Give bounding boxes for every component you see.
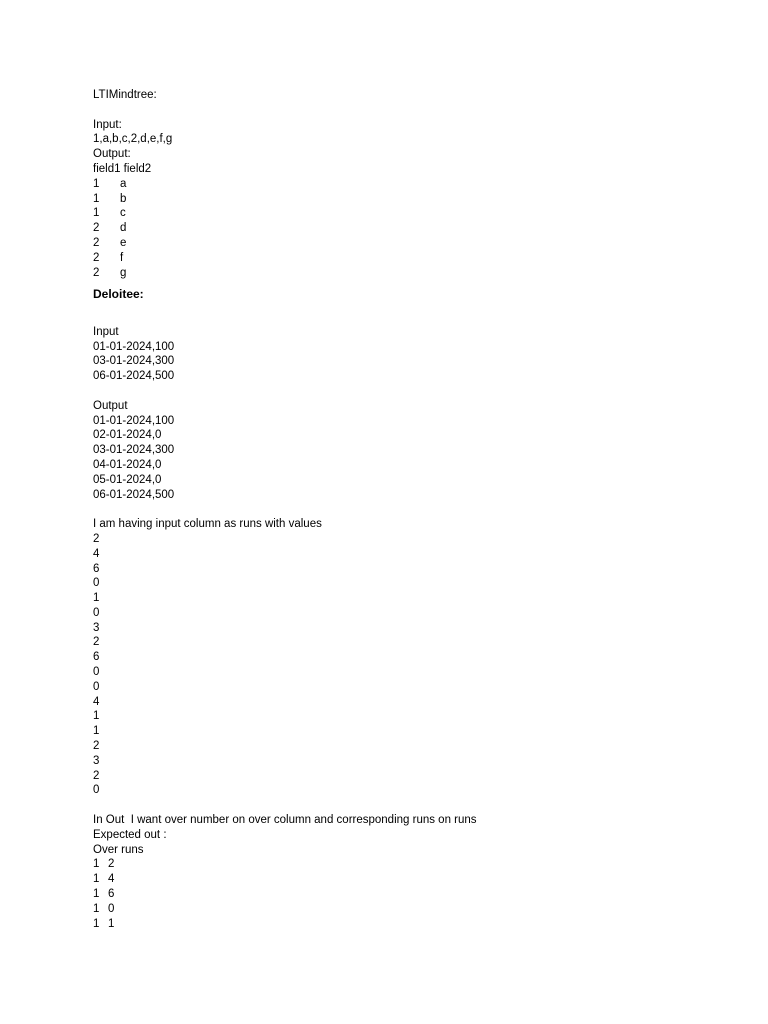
table-row: [93, 192, 713, 207]
field1-cell: 2: [93, 236, 100, 249]
over-cell: 1: [93, 902, 100, 915]
runs-cell: 4: [108, 873, 115, 886]
list-item: 0: [93, 606, 100, 619]
spacer: [93, 103, 713, 118]
runs-cell: 6: [108, 888, 115, 901]
document-content: [93, 88, 713, 931]
ltim-output-label: Output:: [93, 148, 131, 161]
deloitte-output-label: Output: [93, 399, 128, 412]
ltim-output-rows: [93, 177, 713, 281]
list-item: 3: [93, 754, 100, 767]
list-item: 06-01-2024,500: [93, 488, 175, 501]
list-item: 03-01-2024,300: [93, 444, 175, 457]
deloitte-output-lines: [93, 414, 713, 503]
runs-intro: I am having input column as runs with values: [93, 518, 322, 531]
list-item: 01-01-2024,100: [93, 340, 175, 353]
runs-output-header: Over runs: [93, 843, 144, 856]
field1-cell: 2: [93, 222, 100, 235]
field1-cell: 1: [93, 207, 100, 220]
table-row: [93, 221, 713, 236]
field2-cell: a: [120, 177, 127, 190]
field2-cell: d: [120, 222, 127, 235]
list-item: 02-01-2024,0: [93, 429, 162, 442]
runs-cell: 2: [108, 858, 115, 871]
table-row: [93, 887, 713, 902]
runs-expected-label: Expected out :: [93, 828, 167, 841]
list-item: 2: [93, 740, 100, 753]
over-cell: 1: [93, 888, 100, 901]
table-row: [93, 872, 713, 887]
field2-cell: g: [120, 266, 127, 279]
runs-cell: 0: [108, 902, 115, 915]
over-cell: 1: [93, 858, 100, 871]
list-item: 06-01-2024,500: [93, 370, 175, 383]
ltim-input-value: 1,a,b,c,2,d,e,f,g: [93, 133, 173, 146]
list-item: 6: [93, 651, 100, 664]
list-item: 04-01-2024,0: [93, 458, 162, 471]
runs-cell: 1: [108, 917, 115, 930]
table-row: [93, 236, 713, 251]
list-item: 0: [93, 680, 100, 693]
deloitte-input-lines: [93, 340, 713, 384]
list-item: 6: [93, 562, 100, 575]
list-item: 2: [93, 769, 100, 782]
field2-cell: e: [120, 236, 127, 249]
runs-values-list: [93, 532, 713, 798]
list-item: 01-01-2024,100: [93, 414, 175, 427]
list-item: 1: [93, 710, 100, 723]
runs-output-rows: [93, 857, 713, 931]
table-row: [93, 266, 713, 281]
list-item: 03-01-2024,300: [93, 355, 175, 368]
list-item: 4: [93, 547, 100, 560]
list-item: 05-01-2024,0: [93, 473, 162, 486]
spacer: [93, 502, 713, 517]
list-item: 0: [93, 577, 100, 590]
runs-question: In Out I want over number on over column and corresponding runs on runs: [93, 814, 477, 827]
deloitte-title: Deloitee:: [93, 287, 144, 302]
field1-cell: 2: [93, 251, 100, 264]
list-item: 1: [93, 592, 100, 605]
ltim-output-header: field1 field2: [93, 162, 152, 175]
table-row: [93, 177, 713, 192]
spacer: [93, 798, 713, 813]
spacer: [93, 384, 713, 399]
list-item: 0: [93, 784, 100, 797]
field2-cell: b: [120, 192, 127, 205]
field1-cell: 2: [93, 266, 100, 279]
field1-cell: 1: [93, 177, 100, 190]
ltim-title: LTIMindtree:: [93, 89, 157, 101]
field2-cell: f: [120, 251, 124, 264]
list-item: 0: [93, 666, 100, 679]
table-row: [93, 902, 713, 917]
spacer: [93, 310, 713, 325]
list-item: 1: [93, 725, 100, 738]
over-cell: 1: [93, 917, 100, 930]
table-row: [93, 857, 713, 872]
list-item: 3: [93, 621, 100, 634]
table-row: [93, 917, 713, 932]
deloitte-input-label: Input: [93, 325, 119, 338]
list-item: 2: [93, 532, 100, 545]
field1-cell: 1: [93, 192, 100, 205]
ltim-input-label: Input:: [93, 118, 122, 131]
table-row: [93, 251, 713, 266]
table-row: [93, 206, 713, 221]
list-item: 4: [93, 695, 100, 708]
over-cell: 1: [93, 873, 100, 886]
list-item: 2: [93, 636, 100, 649]
field2-cell: c: [120, 207, 126, 220]
